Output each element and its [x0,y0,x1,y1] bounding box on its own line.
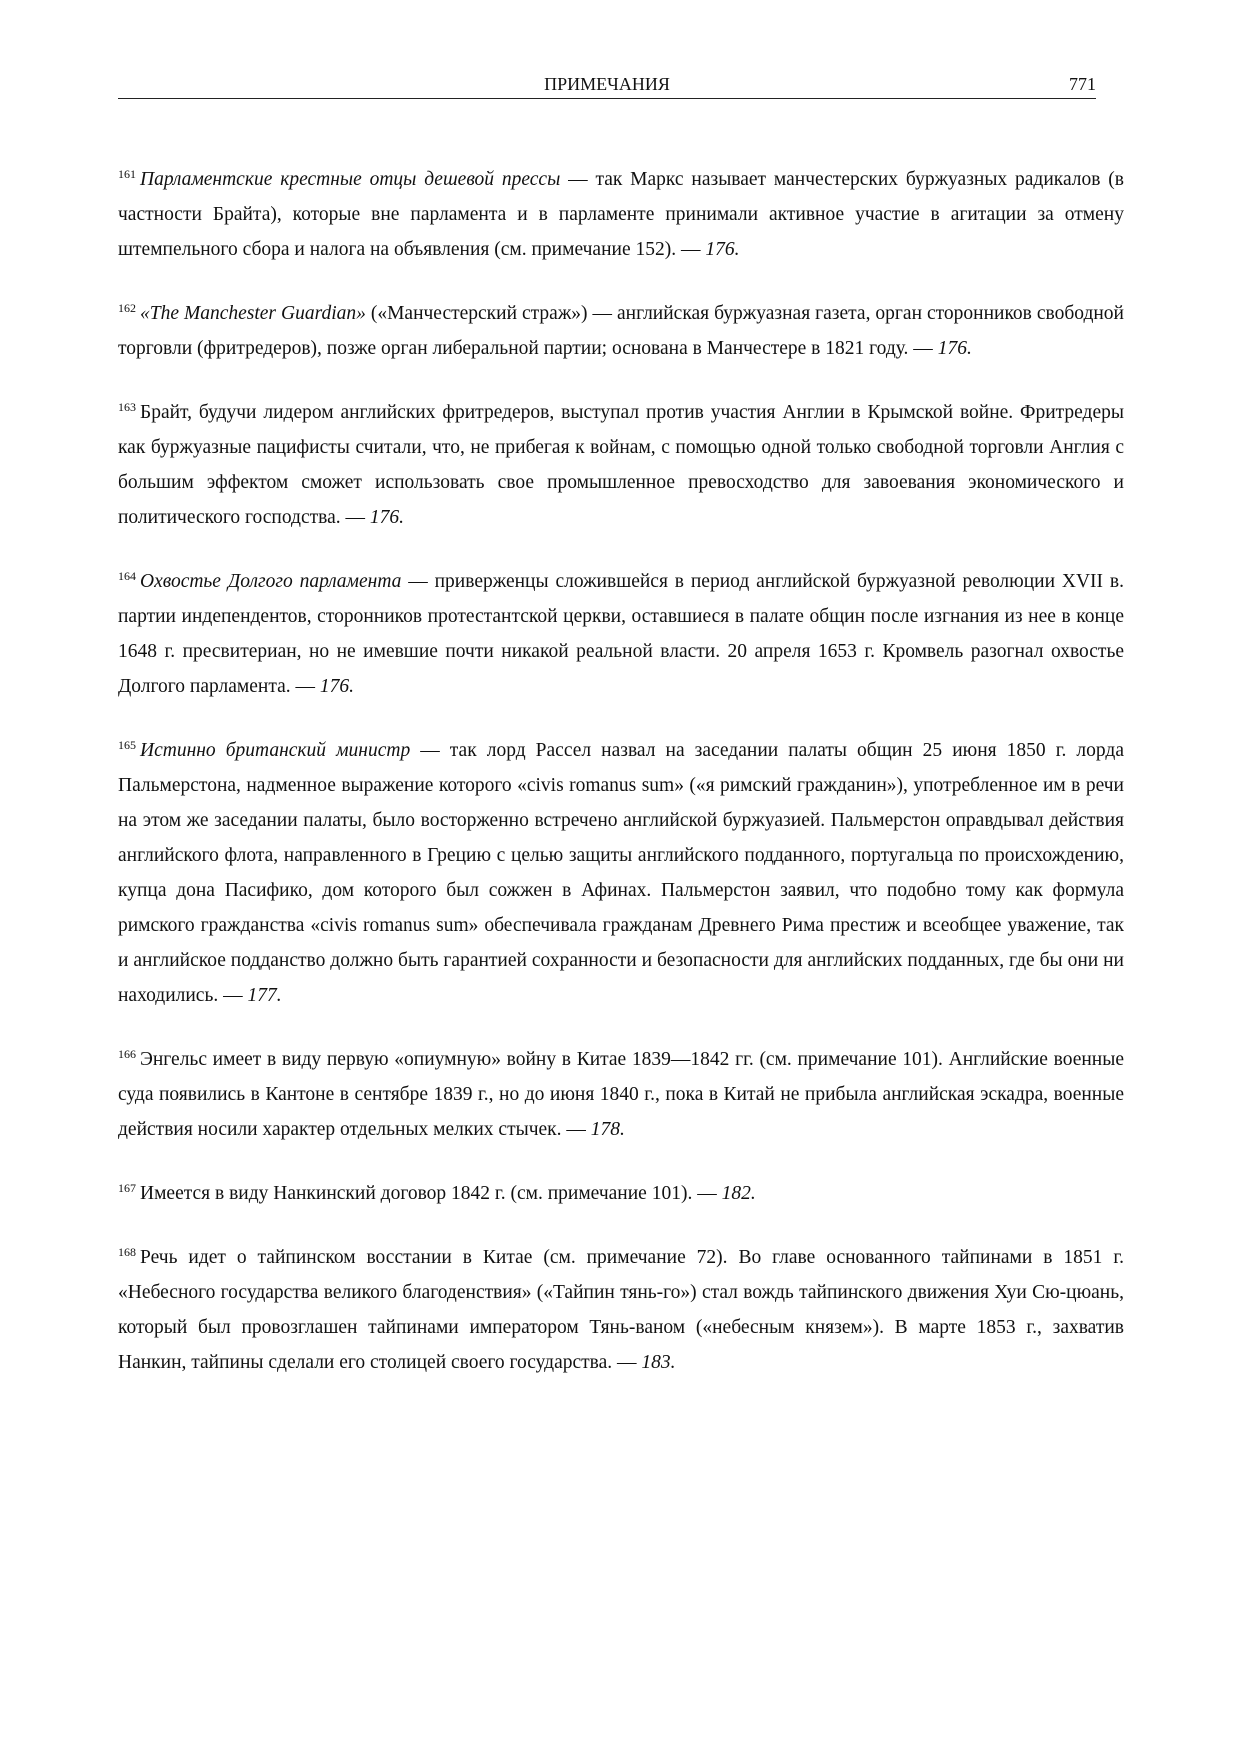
page-number: 771 [1069,74,1096,94]
footnote [118,395,1124,535]
note-term: Истинно британский министр [140,739,411,761]
note-text: — так Маркс называет манчестерских буржуазных радикалов (в частности Брайта), которые вне парламента и в парламенте принимали активное участие в агитации за отмену штемпельного сбора и налога на объявления (см. примечание 152). — [118,168,1125,260]
footnote [118,1176,1124,1211]
note-number: 166 [118,1046,136,1061]
page-reference: 176. [937,337,972,359]
note-text: Имеется в виду Нанкинский договор 1842 г. (см. примечание 101). — [140,1182,722,1204]
note-number: 163 [118,399,136,414]
note-number: 168 [118,1244,136,1259]
footnote [118,564,1124,704]
page-reference: 176. [319,675,354,697]
note-term: «The Manchester Guardian» [140,302,366,324]
page-reference: 183. [641,1351,676,1373]
note-text: Энгельс имеет в виду первую «опиумную» войну в Китае 1839—1842 гг. (см. примечание 101). Английские военные суда появились в Кантоне в сентябре 1839 г., но до июня 1840 г., пока в Китай не прибыла английская эскадра, военные действия носили характер отдельных мелких стычек. — [118,1048,1124,1140]
note-number: 165 [118,737,136,752]
note-term: Парламентские крестные отцы дешевой прессы [140,168,561,190]
note-number: 164 [118,568,136,583]
page-reference: 176. [705,238,740,260]
note-text: («Манчестерский страж») — английская буржуазная газета, орган сторонников свободной торговли (фритредеров), позже орган либеральной партии; основана в Манчестере в 1821 году. — [118,302,1124,359]
page-reference: 178. [590,1118,625,1140]
footnote [118,1042,1124,1147]
note-number: 162 [118,300,136,315]
footnote [118,1240,1124,1380]
note-number: 167 [118,1180,136,1195]
note-text: Речь идет о тайпинском восстании в Китае (см. примечание 72). Во главе основанного тайпинами в 1851 г. «Небесного государства великого благоденствия» («Тайпин тянь-го») стал вождь тайпинского движения Хуи Сю-цюань, который был провозглашен тайпинами императором Тянь-ваном («небесным князем»). В марте 1853 г., захватив Нанкин, тайпины сделали его столицей своего государства. — [118,1246,1124,1373]
note-term: Охвостье Долгого парламента [140,570,402,592]
footnote [118,733,1124,1013]
page-reference: 176. [369,506,405,528]
note-text: Брайт, будучи лидером английских фритредеров, выступал против участия Англии в Крымской войне. Фритредеры как буржуазные пацифисты считали, что, не прибегая к войнам, с помощью одной только свободной торговли Англия с большим эффектом сможет использовать свое промышленное превосходство для завоевания экономического и политического господства. — [118,401,1124,528]
page-header [118,72,1096,99]
note-text: — так лорд Рассел назвал на заседании палаты общин 25 июня 1850 г. лорда Пальмерстона, надменное выражение которого «civis romanus sum» («я римский гражданин»), употребленное им в речи на этом же заседании палаты, было восторженно встречено английской буржуазией. Пальмерстон оправдывал действия английского флота, направленного в Грецию с целью защиты английского подданного, португальца по происхождению, купца дона Пасифико, дом которого был сожжен в Афинах. Пальмерстон заявил, что подобно тому как формула римского гражданства «civis romanus sum» обеспечивала гражданам Древнего Рима престиж и всеобщее уважение, так и английское подданство должно быть гарантией сохранности и безопасности для английских подданных, где бы они ни находились. — [118,739,1124,1006]
running-title: ПРИМЕЧАНИЯ [544,74,670,94]
page-reference: 177. [247,984,282,1006]
footnote [118,296,1124,366]
note-text: — приверженцы сложившейся в период английской буржуазной революции XVII в. партии индепендентов, сторонников протестантской церкви, оставшиеся в палате общин после изгнания из нее в конце 1648 г. пресвитериан, но не имевшие почти никакой реальной власти. 20 апреля 1653 г. Кромвель разогнал охвостье Долгого парламента. — [118,570,1124,697]
note-number: 161 [118,166,136,181]
page-reference: 182. [721,1182,756,1204]
notes-list [118,142,1124,1409]
footnote [118,162,1124,267]
